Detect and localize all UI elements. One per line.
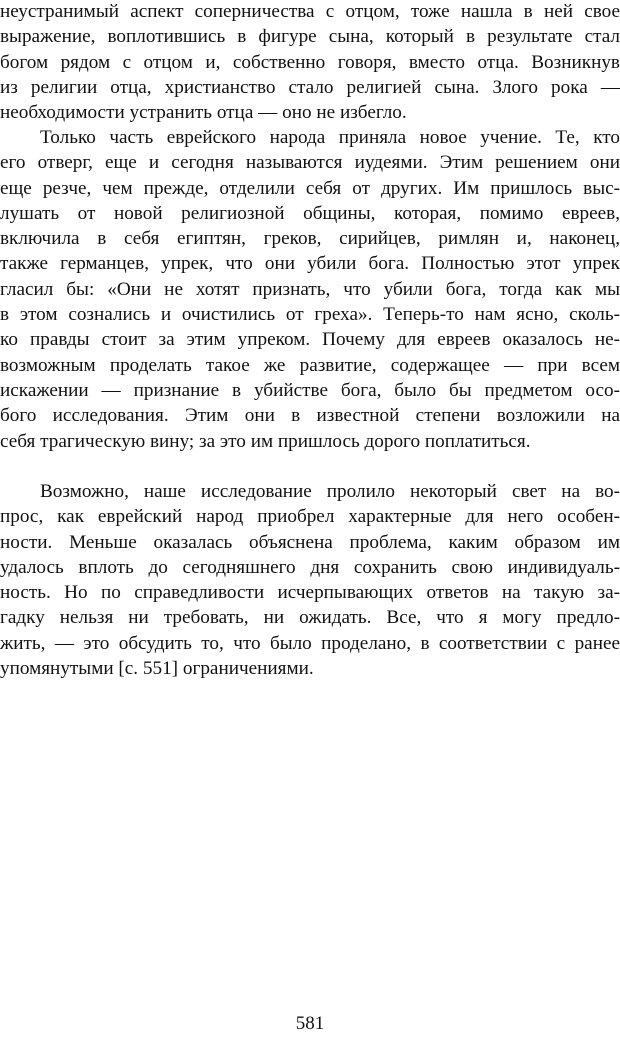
paragraph-1 — [0, 0, 620, 125]
text-line: жить, — это обсудить то, что было проделано, в соответствии с ранее — [0, 632, 620, 654]
text-line: упомянутыми [с. 551] ограничениями. — [0, 658, 314, 680]
text-line: неустранимый аспект соперничества с отцом, тоже нашла в ней свое — [0, 1, 620, 22]
text-line: удалось вплоть до сегодняшнего дня сохранить свою индивидуаль- — [0, 556, 620, 578]
paragraph-2 — [0, 125, 620, 454]
text-line: необходимости устранить отца — оно не избегло. — [0, 102, 407, 124]
text-line: гадку нельзя ни требовать, ни ожидать. Все, что я могу предло- — [0, 607, 620, 629]
paragraph-3 — [0, 479, 620, 681]
text-line: ности. Меньше оказалась объяснена проблема, каким образом им — [0, 531, 620, 553]
text-line: ность. Но по справедливости исчерпывающих ответов на такую за- — [0, 582, 620, 604]
text-line: выражение, воплотившись в фигуре сына, который в результате стал — [0, 26, 620, 48]
page-number: 581 — [295, 1013, 325, 1034]
text-line: гласил бы: «Они не хотят признать, что убили бога, тогда как мы — [0, 278, 620, 300]
text-line: богом рядом с отцом и, собственно говоря, вместо отца. Возникнув — [0, 51, 620, 73]
text-line: включила в себя египтян, греков, сирийцев, римлян и, наконец, — [0, 228, 620, 250]
text-line: в этом сознались и очистились от греха». Теперь-то нам ясно, сколь- — [0, 304, 620, 326]
text-line: Возможно, наше исследование пролило некоторый свет на во- — [40, 481, 620, 502]
text-line: также германцев, упрек, что они убили бога. Полностью этот упрек — [0, 253, 620, 275]
text-line: себя трагическую вину; за это им пришлось дорого поплатиться. — [0, 430, 531, 452]
text-line: еще резче, чем прежде, отделили себя от других. Им пришлось выс- — [0, 177, 620, 199]
text-line: из религии отца, христианство стало религией сына. Злого рока — — [0, 76, 620, 98]
text-line: прос, как еврейский народ приобрел характерные для него особен- — [0, 506, 620, 528]
text-line: искажении — признание в убийстве бога, было бы предметом осо- — [0, 379, 620, 401]
text-line: ко правды стоит за этим упреком. Почему для евреев оказалось не- — [0, 329, 620, 351]
text-line: возможным проделать такое же развитие, содержащее — при всем — [0, 354, 620, 376]
text-line: лушать от новой религиозной общины, которая, помимо евреев, — [0, 202, 620, 224]
text-line: Только часть еврейского народа приняла новое учение. Те, кто — [40, 127, 620, 148]
text-line: его отверг, еще и сегодня называются иудеями. Этим решением они — [0, 152, 620, 174]
text-line: бого исследования. Этим они в известной степени возложили на — [0, 405, 620, 427]
